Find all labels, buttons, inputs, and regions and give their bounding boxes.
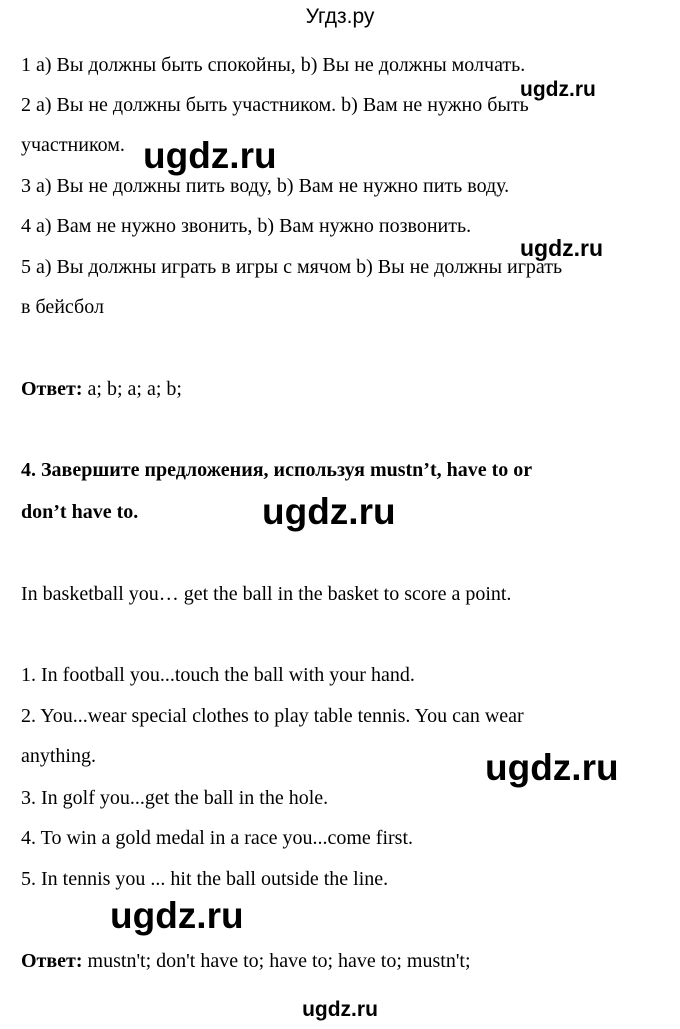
- translation-line-5-cont: в бейсбол: [21, 296, 104, 318]
- exercise-4-heading-cont: don’t have to.: [21, 501, 139, 523]
- watermark: ugdz.ru: [520, 235, 604, 261]
- watermark: ugdz.ru: [302, 998, 378, 1021]
- watermark: ugdz.ru: [262, 491, 396, 532]
- translation-line-3: 3 a) Вы не должны пить воду, b) Вам не нужно пить воду.: [21, 175, 510, 197]
- answer-2: [21, 949, 471, 973]
- answer-1-value: a; b; a; a; b;: [82, 378, 182, 400]
- translation-line-2-cont: участником.: [21, 134, 125, 156]
- exercise-item-4: 4. To win a gold medal in a race you...come first.: [21, 827, 414, 849]
- exercise-item-2-cont: anything.: [21, 745, 96, 767]
- watermark: ugdz.ru: [143, 135, 277, 176]
- translation-line-5: 5 a) Вы должны играть в игры с мячом b) Вы не должны играть: [21, 256, 563, 278]
- translation-line-4: 4 a) Вам не нужно звонить, b) Вам нужно позвонить.: [21, 215, 472, 237]
- watermark: ugdz.ru: [520, 78, 596, 101]
- exercise-item-1: 1. In football you...touch the ball with your hand.: [21, 664, 415, 686]
- answer-1: [21, 377, 182, 401]
- translation-line-1: 1 a) Вы должны быть спокойны, b) Вы не должны молчать.: [21, 54, 526, 76]
- watermark: ugdz.ru: [485, 747, 619, 788]
- translation-line-2: 2 a) Вы не должны быть участником. b) Вам не нужно быть: [21, 94, 529, 116]
- answer-2-label: Ответ:: [21, 950, 83, 972]
- answer-2-value: mustn't; don't have to; have to; have to; mustn't;: [82, 950, 471, 972]
- answer-1-label: Ответ:: [21, 378, 83, 400]
- exercise-item-2: 2. You...wear special clothes to play table tennis. You can wear: [21, 705, 524, 727]
- exercise-4-heading: 4. Завершите предложения, используя mustn’t, have to or: [21, 459, 533, 481]
- exercise-4-example: In basketball you… get the ball in the basket to score a point.: [21, 583, 512, 605]
- watermark: ugdz.ru: [110, 895, 244, 936]
- exercise-item-3: 3. In golf you...get the ball in the hole.: [21, 787, 329, 809]
- site-title: Угдз.ру: [305, 5, 375, 28]
- exercise-item-5: 5. In tennis you ... hit the ball outside the line.: [21, 868, 389, 890]
